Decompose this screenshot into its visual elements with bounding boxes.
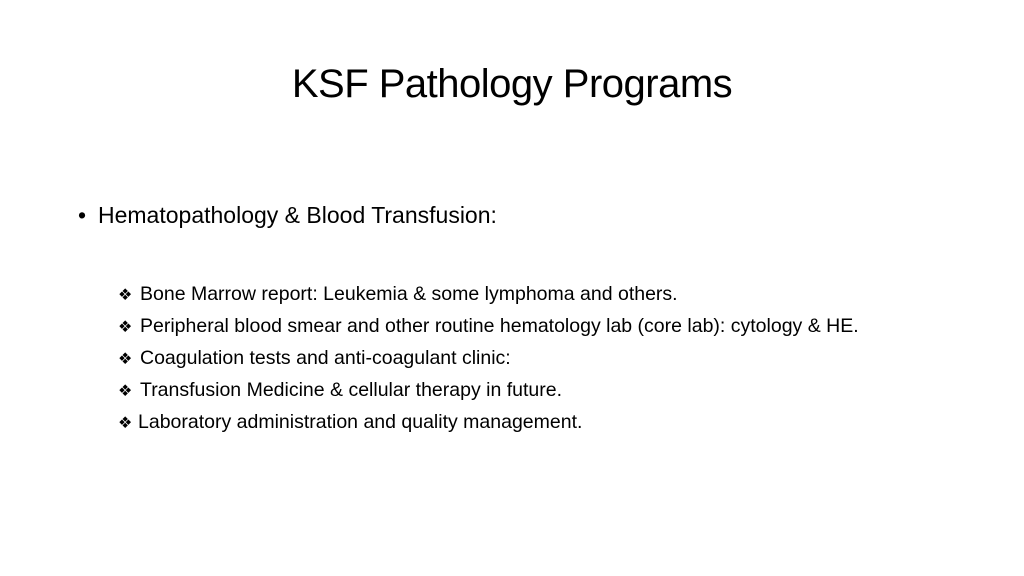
sub-bullet-item <box>118 344 898 373</box>
sub-bullet-item <box>118 312 898 341</box>
sub-bullet-text: Peripheral blood smear and other routine hematology lab (core lab): cytology & HE. <box>140 315 859 337</box>
bullet-item-hematopathology <box>78 198 497 232</box>
diamond-bullet-icon: ❖ <box>118 413 133 432</box>
bullet-text: Hematopathology & Blood Transfusion: <box>98 202 497 228</box>
sub-bullet-text: Transfusion Medicine & cellular therapy in future. <box>140 379 562 401</box>
diamond-bullet-icon: ❖ <box>118 317 133 336</box>
sub-bullet-item <box>118 280 898 309</box>
diamond-bullet-icon: ❖ <box>118 349 133 368</box>
diamond-bullet-icon: ❖ <box>118 381 133 400</box>
diamond-bullet-icon: ❖ <box>118 285 133 304</box>
sub-bullet-text: Bone Marrow report: Leukemia & some lymphoma and others. <box>140 283 678 305</box>
slide-title: KSF Pathology Programs <box>291 62 733 106</box>
sub-bullet-item <box>118 408 898 437</box>
sub-bullet-text: Laboratory administration and quality management. <box>138 411 583 433</box>
sub-bullet-text: Coagulation tests and anti-coagulant clinic: <box>140 347 511 369</box>
bullet-dot-icon: • <box>78 202 87 228</box>
sub-bullet-item <box>118 376 898 405</box>
sub-bullet-list <box>118 280 898 440</box>
